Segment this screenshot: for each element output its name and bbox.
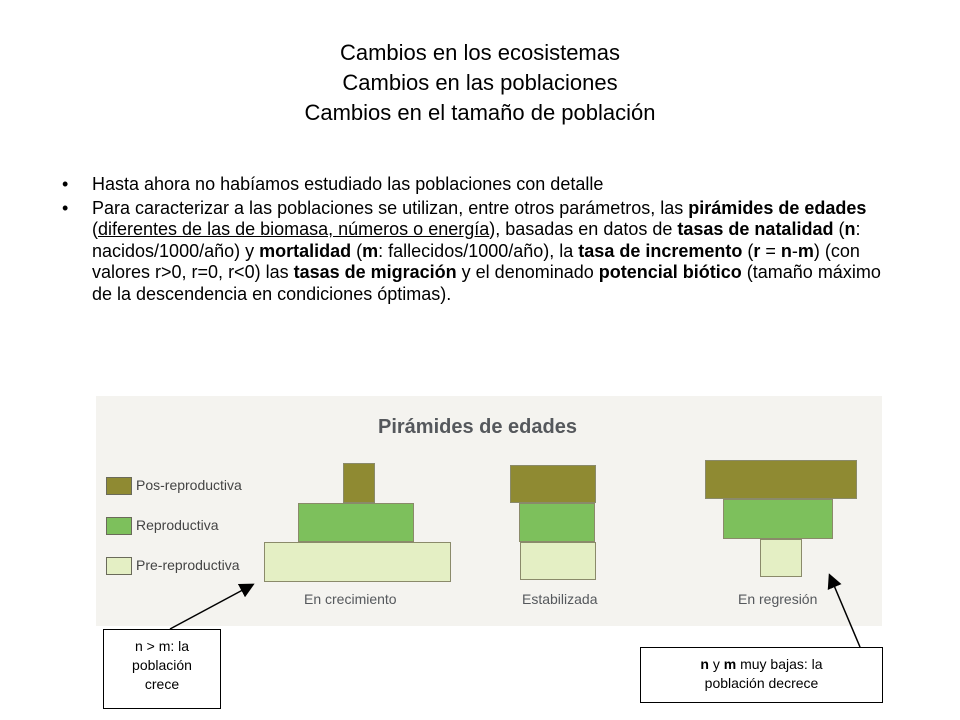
pyramid-regression-pos-bar	[705, 460, 857, 499]
symbol-m: m	[362, 240, 379, 261]
legend-swatch-pre	[106, 557, 132, 575]
text-run: Para caracterizar a las poblaciones se utilizan, entre otros parámetros, las	[92, 197, 689, 218]
legend-label-pre: Pre-reproductiva	[136, 557, 240, 573]
figure-title: Pirámides de edades	[378, 416, 577, 438]
text-run: ) (con valores r>0, r=0, r<0) las	[92, 240, 860, 282]
bullet-list	[62, 174, 892, 307]
text-run: ), basadas en datos de	[489, 219, 678, 239]
slide-title	[0, 38, 960, 128]
underlined-note: diferentes de las de biomasa, números o energía	[98, 219, 490, 239]
symbol-n: n	[844, 219, 856, 239]
bullet-marker: •	[62, 197, 69, 218]
symbol-m: m	[797, 240, 814, 261]
legend-label-rep: Reproductiva	[136, 517, 219, 533]
term-piramides: pirámides de edades	[688, 197, 867, 218]
text-run: (	[742, 240, 754, 261]
pyramid-stable-rep-bar	[519, 503, 595, 542]
title-line-3: Cambios en el tamaño de población	[304, 100, 656, 125]
pyramid-stable-pos-bar	[510, 465, 596, 503]
symbol-m: m	[723, 656, 737, 672]
pyramid-growth-label: En crecimiento	[304, 591, 397, 607]
callout-left-line-1: n > m: la	[134, 638, 190, 654]
callout-left-line-2: población	[132, 657, 192, 673]
text-run: y	[708, 656, 724, 672]
age-pyramids-figure	[96, 396, 882, 626]
legend-swatch-pos	[106, 477, 132, 495]
symbol-n: n	[780, 240, 792, 261]
term-migracion: tasas de migración	[293, 262, 457, 282]
callout-right	[640, 647, 883, 703]
pyramid-regression-rep-bar	[723, 499, 833, 539]
bullet-text: Hasta ahora no habíamos estudiado las poblaciones con detalle	[92, 174, 604, 194]
text-run: (	[92, 219, 98, 239]
bullet-item-2	[62, 198, 892, 306]
pyramid-growth-pre-bar	[264, 542, 451, 582]
pyramid-regression-pre-bar	[760, 539, 802, 577]
text-run: muy bajas: la	[736, 656, 823, 672]
pyramid-stable-label: Estabilizada	[522, 591, 598, 607]
symbol-r: r	[753, 240, 761, 261]
bullet-text	[92, 198, 881, 304]
pyramid-stable-pre-bar	[520, 542, 596, 580]
term-mortalidad: mortalidad	[259, 240, 352, 261]
text-run: -	[791, 240, 798, 261]
callout-right-line-2: población decrece	[704, 675, 819, 691]
term-natalidad: tasas de natalidad	[677, 219, 834, 239]
text-run: =	[760, 240, 781, 261]
pyramid-regression-label: En regresión	[738, 591, 818, 607]
pyramid-growth-pos-bar	[343, 463, 375, 503]
callout-left	[103, 629, 221, 709]
legend-swatch-rep	[106, 517, 132, 535]
text-run: (tamaño máximo de la descendencia en condiciones óptimas).	[92, 262, 881, 304]
term-incremento: tasa de incremento	[578, 240, 743, 261]
text-run: (	[351, 240, 363, 261]
symbol-n: n	[700, 656, 709, 672]
text-run: (	[833, 219, 845, 239]
text-run: y el denominado	[456, 262, 599, 282]
text-run: : fallecidos/1000/año), la	[378, 240, 579, 261]
title-line-1: Cambios en los ecosistemas	[339, 40, 620, 65]
term-potencial-biotico: potencial biótico	[598, 262, 742, 282]
text-run: : nacidos/1000/año) y	[92, 219, 861, 261]
bullet-item-1	[62, 174, 892, 196]
pyramid-growth-rep-bar	[298, 503, 414, 542]
callout-right-line-1	[641, 655, 882, 674]
title-line-2: Cambios en las poblaciones	[342, 70, 618, 95]
bullet-marker: •	[62, 174, 69, 194]
callout-left-line-3: crece	[144, 676, 180, 692]
legend-label-pos: Pos-reproductiva	[136, 477, 242, 493]
